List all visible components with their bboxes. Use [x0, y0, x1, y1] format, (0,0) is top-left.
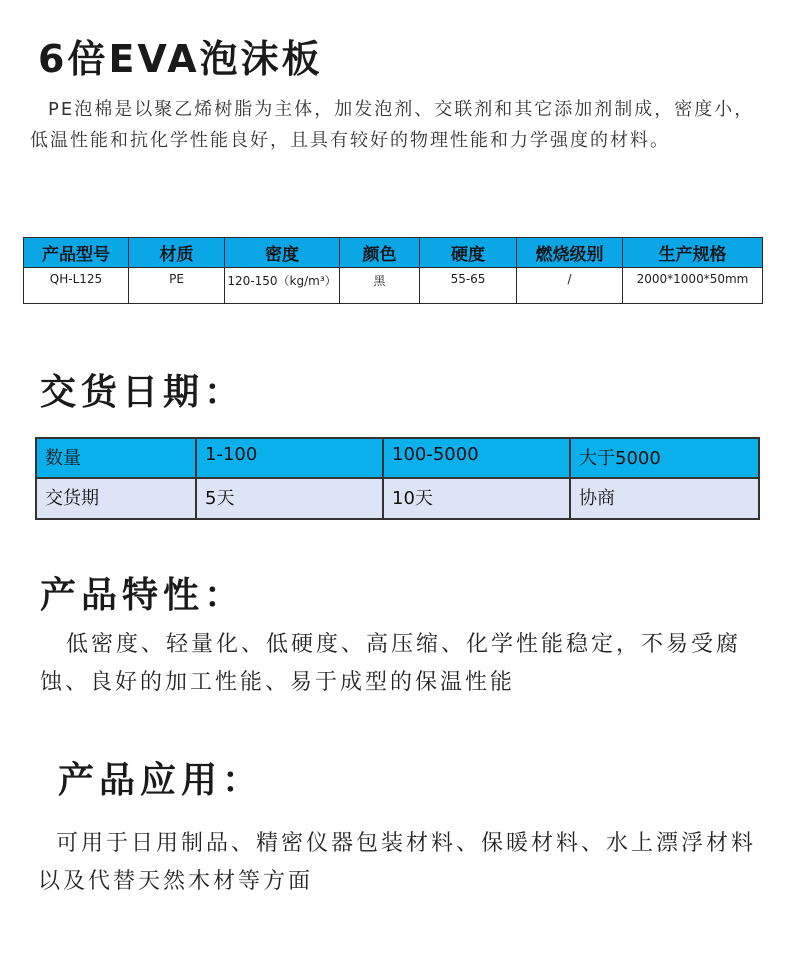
spec-cell-material: PE — [129, 268, 225, 304]
spec-header-size: 生产规格 — [623, 238, 763, 268]
features-title: 产品特性： — [40, 575, 246, 616]
spec-header-density: 密度 — [225, 238, 340, 268]
delivery-title: 交货日期： — [40, 372, 246, 413]
spec-cell-model: QH-L125 — [24, 268, 129, 304]
delivery-header-row — [36, 438, 759, 478]
spec-cell-size: 2000*1000*50mm — [623, 268, 763, 304]
features-paragraph: 低密度、轻量化、低硬度、高压缩、化学性能稳定，不易受腐蚀、良好的加工性能、易于成型的保温性能 — [40, 632, 742, 695]
applications-paragraph: 可用于日用制品、精密仪器包装材料、保暖材料、水上漂浮材料以及代替天然木材等方面 — [38, 831, 757, 894]
table-row — [36, 478, 759, 519]
spec-cell-density: 120-150（kg/m³） — [225, 268, 340, 304]
spec-cell-hardness: 55-65 — [420, 268, 517, 304]
delivery-cell-leadtime-1: 5天 — [196, 478, 383, 519]
applications-title: 产品应用： — [58, 760, 264, 801]
spec-header-hardness: 硬度 — [420, 238, 517, 268]
delivery-cell-leadtime-2: 10天 — [383, 478, 570, 519]
delivery-cell-leadtime-label: 交货期 — [36, 478, 196, 519]
delivery-cell-leadtime-3: 协商 — [570, 478, 759, 519]
intro-paragraph: PE泡棉是以聚乙烯树脂为主体，加发泡剂、交联剂和其它添加剂制成，密度小，低温性能和抗化学性能良好，且具有较好的物理性能和力学强度的材料。 — [30, 99, 755, 151]
spec-header-fire-rating: 燃烧级别 — [517, 238, 623, 268]
delivery-cell-qty-range-3: 大于5000 — [570, 438, 759, 478]
spec-table-header-row — [24, 238, 763, 268]
delivery-cell-qty-range-1: 1-100 — [196, 438, 383, 478]
delivery-cell-quantity-label: 数量 — [36, 438, 196, 478]
spec-header-material: 材质 — [129, 238, 225, 268]
spec-cell-fire-rating: / — [517, 268, 623, 304]
spec-table — [23, 237, 763, 304]
spec-header-color: 颜色 — [340, 238, 420, 268]
spec-header-model: 产品型号 — [24, 238, 129, 268]
page-title: 6倍EVA泡沫板 — [38, 37, 323, 81]
delivery-table — [35, 437, 760, 520]
spec-cell-color: 黑 — [340, 268, 420, 304]
delivery-cell-qty-range-2: 100-5000 — [383, 438, 570, 478]
table-row — [24, 268, 763, 304]
